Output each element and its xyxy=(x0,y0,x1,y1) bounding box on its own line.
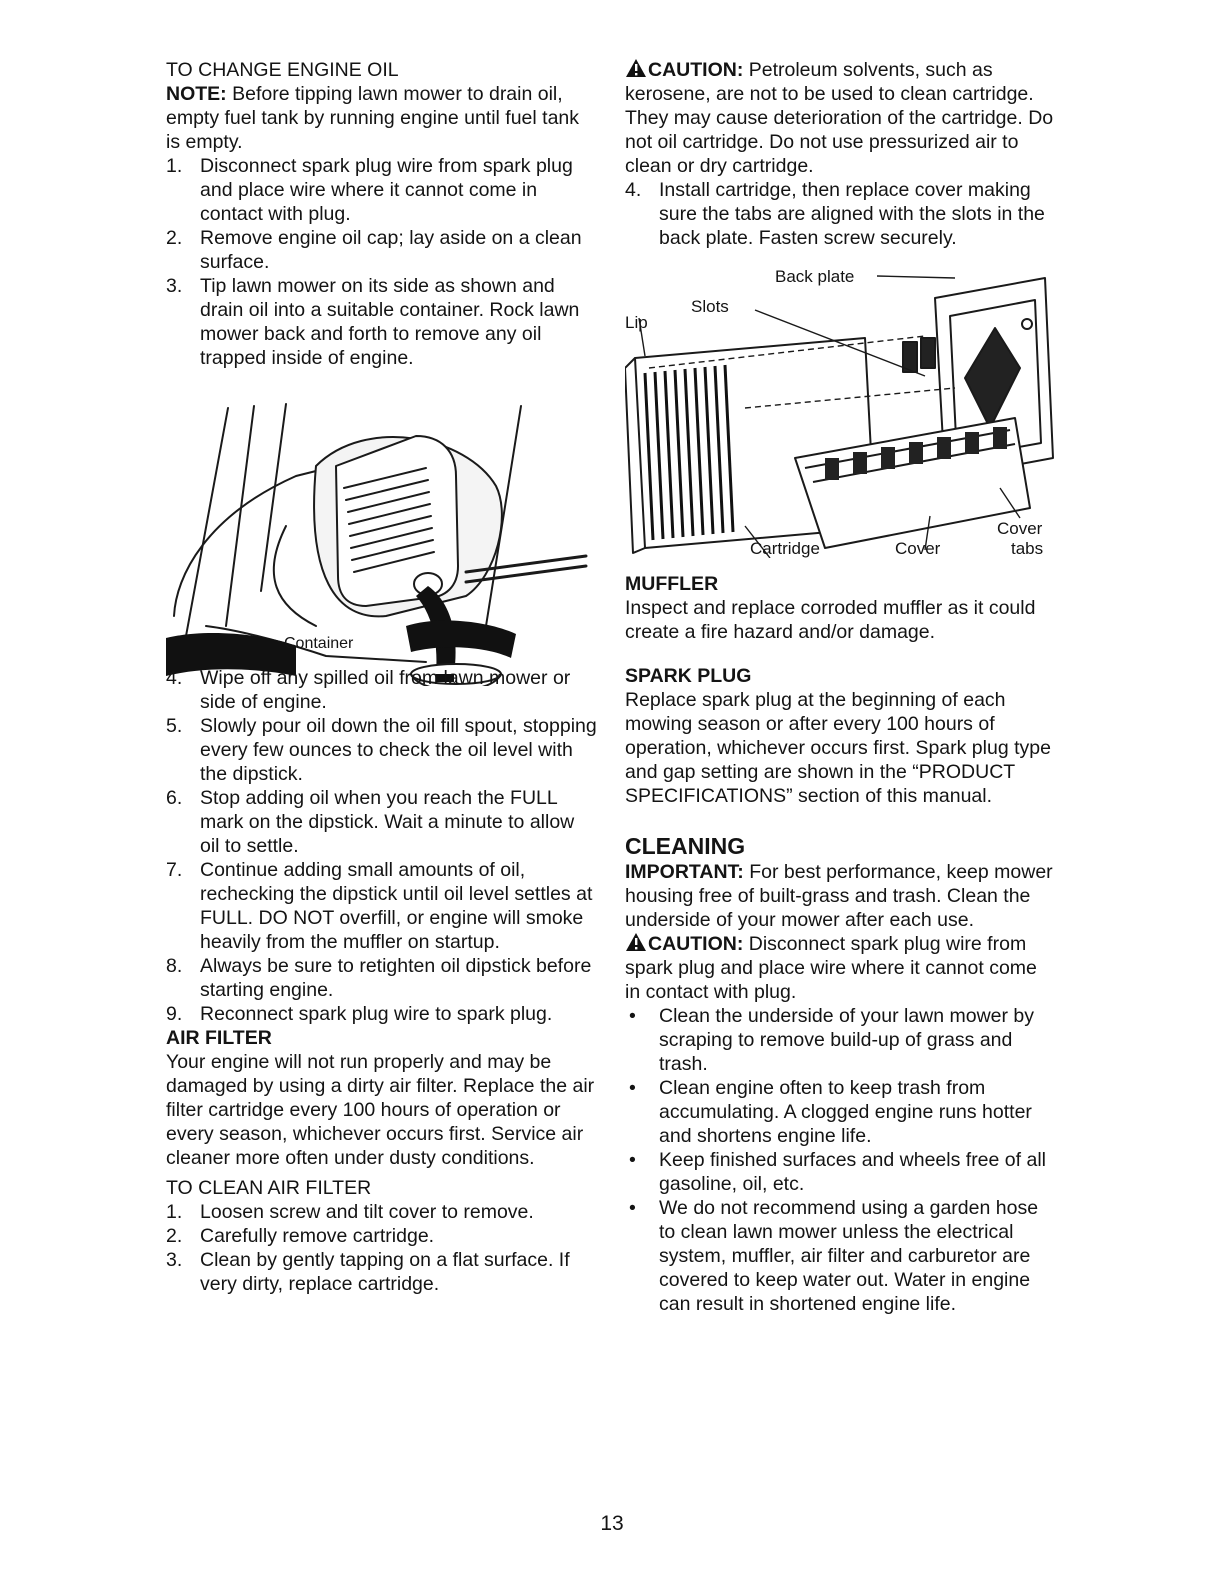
caution-text-2: Disconnect spark plug wire from spark plug and place wire where it cannot come in contact with plug. xyxy=(625,933,1037,1003)
spark-plug-paragraph: Replace spark plug at the beginning of each mowing season or after every 100 hours of operation, whichever occurs first. Spark plug type and gap setting are shown in the “PRODUCT SPECIFICATIONS” section of this manual. xyxy=(625,689,1051,807)
oil-steps-list-b xyxy=(166,666,598,1026)
list-item xyxy=(625,1196,1055,1316)
step-number: 4. xyxy=(625,179,642,201)
step-text: Stop adding oil when you reach the FULL mark on the dipstick. Wait a minute to allow oil to settle. xyxy=(200,787,575,857)
important-paragraph xyxy=(625,860,1055,932)
caution-paragraph-2 xyxy=(625,932,1055,1004)
bullet-dot-icon: • xyxy=(629,1077,636,1099)
list-item xyxy=(625,1004,1055,1076)
note-label: NOTE: xyxy=(166,83,227,105)
caution-text-1: Petroleum solvents, such as kerosene, are not to be used to clean cartridge. They may cause deterioration of the cartridge. Do not oil cartridge. Do not use pressurized air to clean or dry cartridge. xyxy=(625,59,1054,177)
step-number: 2. xyxy=(166,227,183,249)
bullet-text: Keep finished surfaces and wheels free of all gasoline, oil, etc. xyxy=(659,1149,1046,1195)
step-number: 1. xyxy=(166,1201,183,1223)
caution-label-2: CAUTION: xyxy=(648,933,744,955)
step-text: Reconnect spark plug wire to spark plug. xyxy=(200,1003,553,1025)
step-number: 7. xyxy=(166,859,183,881)
step-number: 6. xyxy=(166,787,183,809)
air-filter-paragraph: Your engine will not run properly and may be damaged by using a dirty air filter. Replace the air filter cartridge every 100 hours of operation or every season, whichever occurs first. Service air cleaner more often under dusty conditions. xyxy=(166,1051,595,1169)
oil-steps-list-a xyxy=(166,154,598,370)
bullet-text: Clean engine often to keep trash from accumulating. A clogged engine runs hotter and shortens engine life. xyxy=(659,1077,1032,1147)
list-item xyxy=(166,858,598,954)
list-item xyxy=(166,226,598,274)
list-item xyxy=(166,954,598,1002)
right-column xyxy=(625,58,1055,1316)
container-label: Container xyxy=(284,635,354,652)
cartridge-label: Cartridge xyxy=(750,539,820,558)
step-number: 4. xyxy=(166,667,183,689)
spark-plug-heading: SPARK PLUG xyxy=(625,665,752,687)
list-item xyxy=(166,1200,598,1224)
step-number: 3. xyxy=(166,1249,183,1271)
step-text: Carefully remove cartridge. xyxy=(200,1225,435,1247)
oil-change-heading: TO CHANGE ENGINE OIL xyxy=(166,59,399,81)
step-text: Clean by gently tapping on a flat surface. If very dirty, replace cartridge. xyxy=(200,1249,570,1295)
clean-filter-steps-list xyxy=(166,1200,598,1296)
list-item xyxy=(166,1248,598,1296)
step-number: 5. xyxy=(166,715,183,737)
list-item xyxy=(625,178,1055,250)
list-item xyxy=(166,154,598,226)
warning-triangle-icon xyxy=(625,58,647,78)
bullet-dot-icon: • xyxy=(629,1149,636,1171)
step-number: 3. xyxy=(166,275,183,297)
list-item xyxy=(166,1224,598,1248)
muffler-heading: MUFFLER xyxy=(625,573,719,595)
step-number: 2. xyxy=(166,1225,183,1247)
cover-tabs-label-line1: Cover xyxy=(997,519,1043,538)
note-text: Before tipping lawn mower to drain oil, empty fuel tank by running engine until fuel tank is empty. xyxy=(166,83,580,153)
clean-filter-heading: TO CLEAN AIR FILTER xyxy=(166,1177,372,1199)
step-text: Install cartridge, then replace cover making sure the tabs are aligned with the slots in the back plate. Fasten screw securely. xyxy=(659,179,1045,249)
step-text: Tip lawn mower on its side as shown and drain oil into a suitable container. Rock lawn mower back and forth to remove any oil trapped inside of engine. xyxy=(200,275,580,369)
caution-paragraph-1 xyxy=(625,58,1055,178)
step-text: Continue adding small amounts of oil, rechecking the dipstick until oil level settles at FULL. DO NOT overfill, or engine will smoke heavily from the muffler on startup. xyxy=(200,859,593,953)
bullet-text: Clean the underside of your lawn mower by scraping to remove build-up of grass and trash. xyxy=(659,1005,1035,1075)
warning-triangle-icon xyxy=(625,932,647,952)
bullet-dot-icon: • xyxy=(629,1005,636,1027)
cleaning-heading: CLEANING xyxy=(625,833,746,859)
step-number: 9. xyxy=(166,1003,183,1025)
important-text: For best performance, keep mower housing free of built-grass and trash. Clean the underside of your mower after each use. xyxy=(625,861,1053,931)
page-number: 13 xyxy=(600,1512,624,1535)
cover-label: Cover xyxy=(895,539,941,558)
important-label: IMPORTANT: xyxy=(625,861,744,883)
air-filter-heading: AIR FILTER xyxy=(166,1027,272,1049)
air-filter-illustration xyxy=(625,258,1055,558)
note-paragraph xyxy=(166,82,598,154)
muffler-paragraph: Inspect and replace corroded muffler as it could create a fire hazard and/or damage. xyxy=(625,597,1036,643)
filter-step-4-list xyxy=(625,178,1055,250)
bullet-text: We do not recommend using a garden hose to clean lawn mower unless the electrical system, muffler, air filter and carburetor are covered to keep water out. Water in engine can result in shortened engine life. xyxy=(659,1197,1039,1315)
slots-label: Slots xyxy=(691,297,729,316)
step-text: Disconnect spark plug wire from spark plug and place wire where it cannot come in contact with plug. xyxy=(200,155,573,225)
left-column xyxy=(166,58,598,1296)
step-text: Remove engine oil cap; lay aside on a clean surface. xyxy=(200,227,582,273)
step-number: 1. xyxy=(166,155,183,177)
step-text: Wipe off any spilled oil from lawn mower or side of engine. xyxy=(200,667,571,713)
list-item xyxy=(166,786,598,858)
step-text: Always be sure to retighten oil dipstick before starting engine. xyxy=(200,955,592,1001)
list-item xyxy=(166,714,598,786)
list-item xyxy=(166,274,598,370)
list-item xyxy=(166,666,598,714)
cleaning-bullet-list xyxy=(625,1004,1055,1316)
list-item xyxy=(166,1002,598,1026)
list-item xyxy=(625,1076,1055,1148)
step-number: 8. xyxy=(166,955,183,977)
step-text: Slowly pour oil down the oil fill spout, stopping every few ounces to check the oil level with the dipstick. xyxy=(200,715,597,785)
lip-label: Lip xyxy=(625,313,648,332)
step-text: Loosen screw and tilt cover to remove. xyxy=(200,1201,534,1223)
caution-label-1: CAUTION: xyxy=(648,59,744,81)
list-item xyxy=(625,1148,1055,1196)
bullet-dot-icon: • xyxy=(629,1197,636,1219)
cover-tabs-label-line2: tabs xyxy=(1011,539,1044,558)
back-plate-label: Back plate xyxy=(775,267,855,286)
